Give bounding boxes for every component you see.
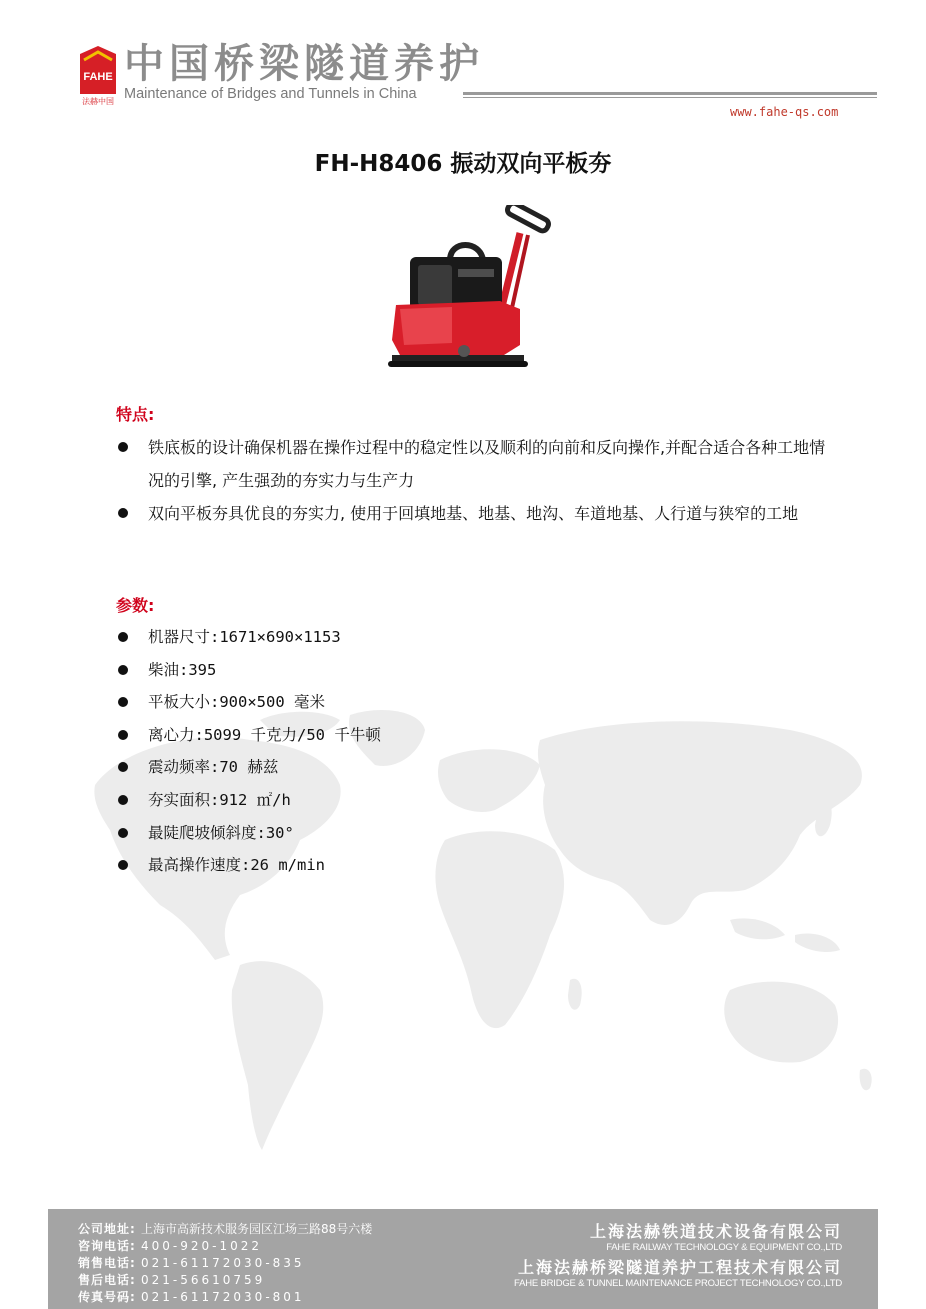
bullet-icon [118, 665, 128, 675]
features-heading: 特点: [116, 405, 155, 424]
company-name-cn: 上海法赫铁道技术设备有限公司 [589, 1222, 842, 1241]
params-list [116, 621, 836, 882]
brand-name-cn: 中国桥梁隧道养护 [124, 41, 484, 87]
list-item [116, 849, 836, 882]
param-text: 最高操作速度:26 m/min [148, 856, 325, 875]
contact-value: 021-61172030-835 [141, 1256, 305, 1270]
contact-sales-phone [78, 1255, 372, 1272]
contact-service-phone [78, 1272, 372, 1289]
feature-text: 双向平板夯具优良的夯实力, 使用于回填地基、地基、地沟、车道地基、人行道与狭窄的工地 [148, 504, 799, 523]
list-item [116, 751, 836, 784]
company-bridge-tunnel [514, 1255, 842, 1289]
param-text: 机器尺寸:1671×690×1153 [148, 628, 341, 646]
header-rule [463, 92, 877, 95]
param-text: 平板大小:900×500 毫米 [148, 693, 325, 712]
company-name-en: FAHE RAILWAY TECHNOLOGY & EQUIPMENT CO.,LTD [606, 1242, 842, 1253]
plate-compactor-image [388, 205, 558, 380]
footer-band [48, 1209, 878, 1309]
bullet-icon [118, 860, 128, 870]
website-link[interactable]: www.fahe-qs.com [730, 105, 839, 119]
contact-value: 021-61172030-801 [141, 1290, 305, 1304]
contact-label: 咨询电话: [78, 1239, 136, 1253]
param-text: 最陡爬坡倾斜度:30° [148, 823, 294, 842]
contact-label: 售后电话: [78, 1273, 136, 1287]
list-item [116, 654, 836, 687]
list-item [116, 686, 836, 719]
bullet-icon [118, 828, 128, 838]
features-list [116, 431, 836, 530]
product-title: FH-H8406 振动双向平板夯 [314, 151, 612, 177]
bullet-icon [118, 442, 128, 452]
list-item [116, 817, 836, 850]
company-railway [590, 1219, 842, 1253]
list-item [116, 621, 836, 654]
bullet-icon [118, 795, 128, 805]
list-item [116, 719, 836, 752]
param-text: 震动频率:70 赫兹 [148, 758, 279, 777]
company-name-cn: 上海法赫桥梁隧道养护工程技术有限公司 [517, 1258, 842, 1277]
contact-label: 销售电话: [78, 1256, 136, 1270]
company-name-en: FAHE BRIDGE & TUNNEL MAINTENANCE PROJECT TECHNOLOGY CO.,LTD [514, 1278, 842, 1289]
contact-address [78, 1221, 372, 1238]
contact-value: 021-56610759 [141, 1273, 266, 1287]
contact-info [78, 1221, 372, 1306]
param-text: 夯实面积:912 ㎡/h [148, 790, 291, 809]
params-heading: 参数: [116, 596, 155, 615]
svg-text:法赫中国: 法赫中国 [82, 97, 114, 106]
contact-inquiry-phone [78, 1238, 372, 1255]
svg-text:FAHE: FAHE [83, 71, 113, 83]
contact-label: 公司地址: [78, 1222, 136, 1236]
list-item [116, 497, 836, 530]
param-text: 柴油:395 [148, 660, 217, 679]
bullet-icon [118, 697, 128, 707]
contact-value: 400-920-1022 [141, 1239, 263, 1253]
contact-value: 上海市高新技术服务园区江场三路88号六楼 [141, 1222, 373, 1236]
header-rule-thin [463, 97, 877, 98]
bullet-icon [118, 730, 128, 740]
param-text: 离心力:5099 千克力/50 千牛顿 [148, 725, 381, 744]
bullet-icon [118, 632, 128, 642]
feature-text: 铁底板的设计确保机器在操作过程中的稳定性以及顺利的向前和反向操作,并配合适合各种工地情况的引擎, 产生强劲的夯实力与生产力 [148, 438, 826, 490]
contact-fax [78, 1289, 372, 1306]
brand-name-en: Maintenance of Bridges and Tunnels in China [124, 86, 417, 102]
fahe-logo [78, 44, 118, 106]
bullet-icon [118, 762, 128, 772]
list-item [116, 431, 836, 497]
contact-label: 传真号码: [78, 1290, 136, 1304]
bullet-icon [118, 508, 128, 518]
list-item [116, 784, 836, 817]
